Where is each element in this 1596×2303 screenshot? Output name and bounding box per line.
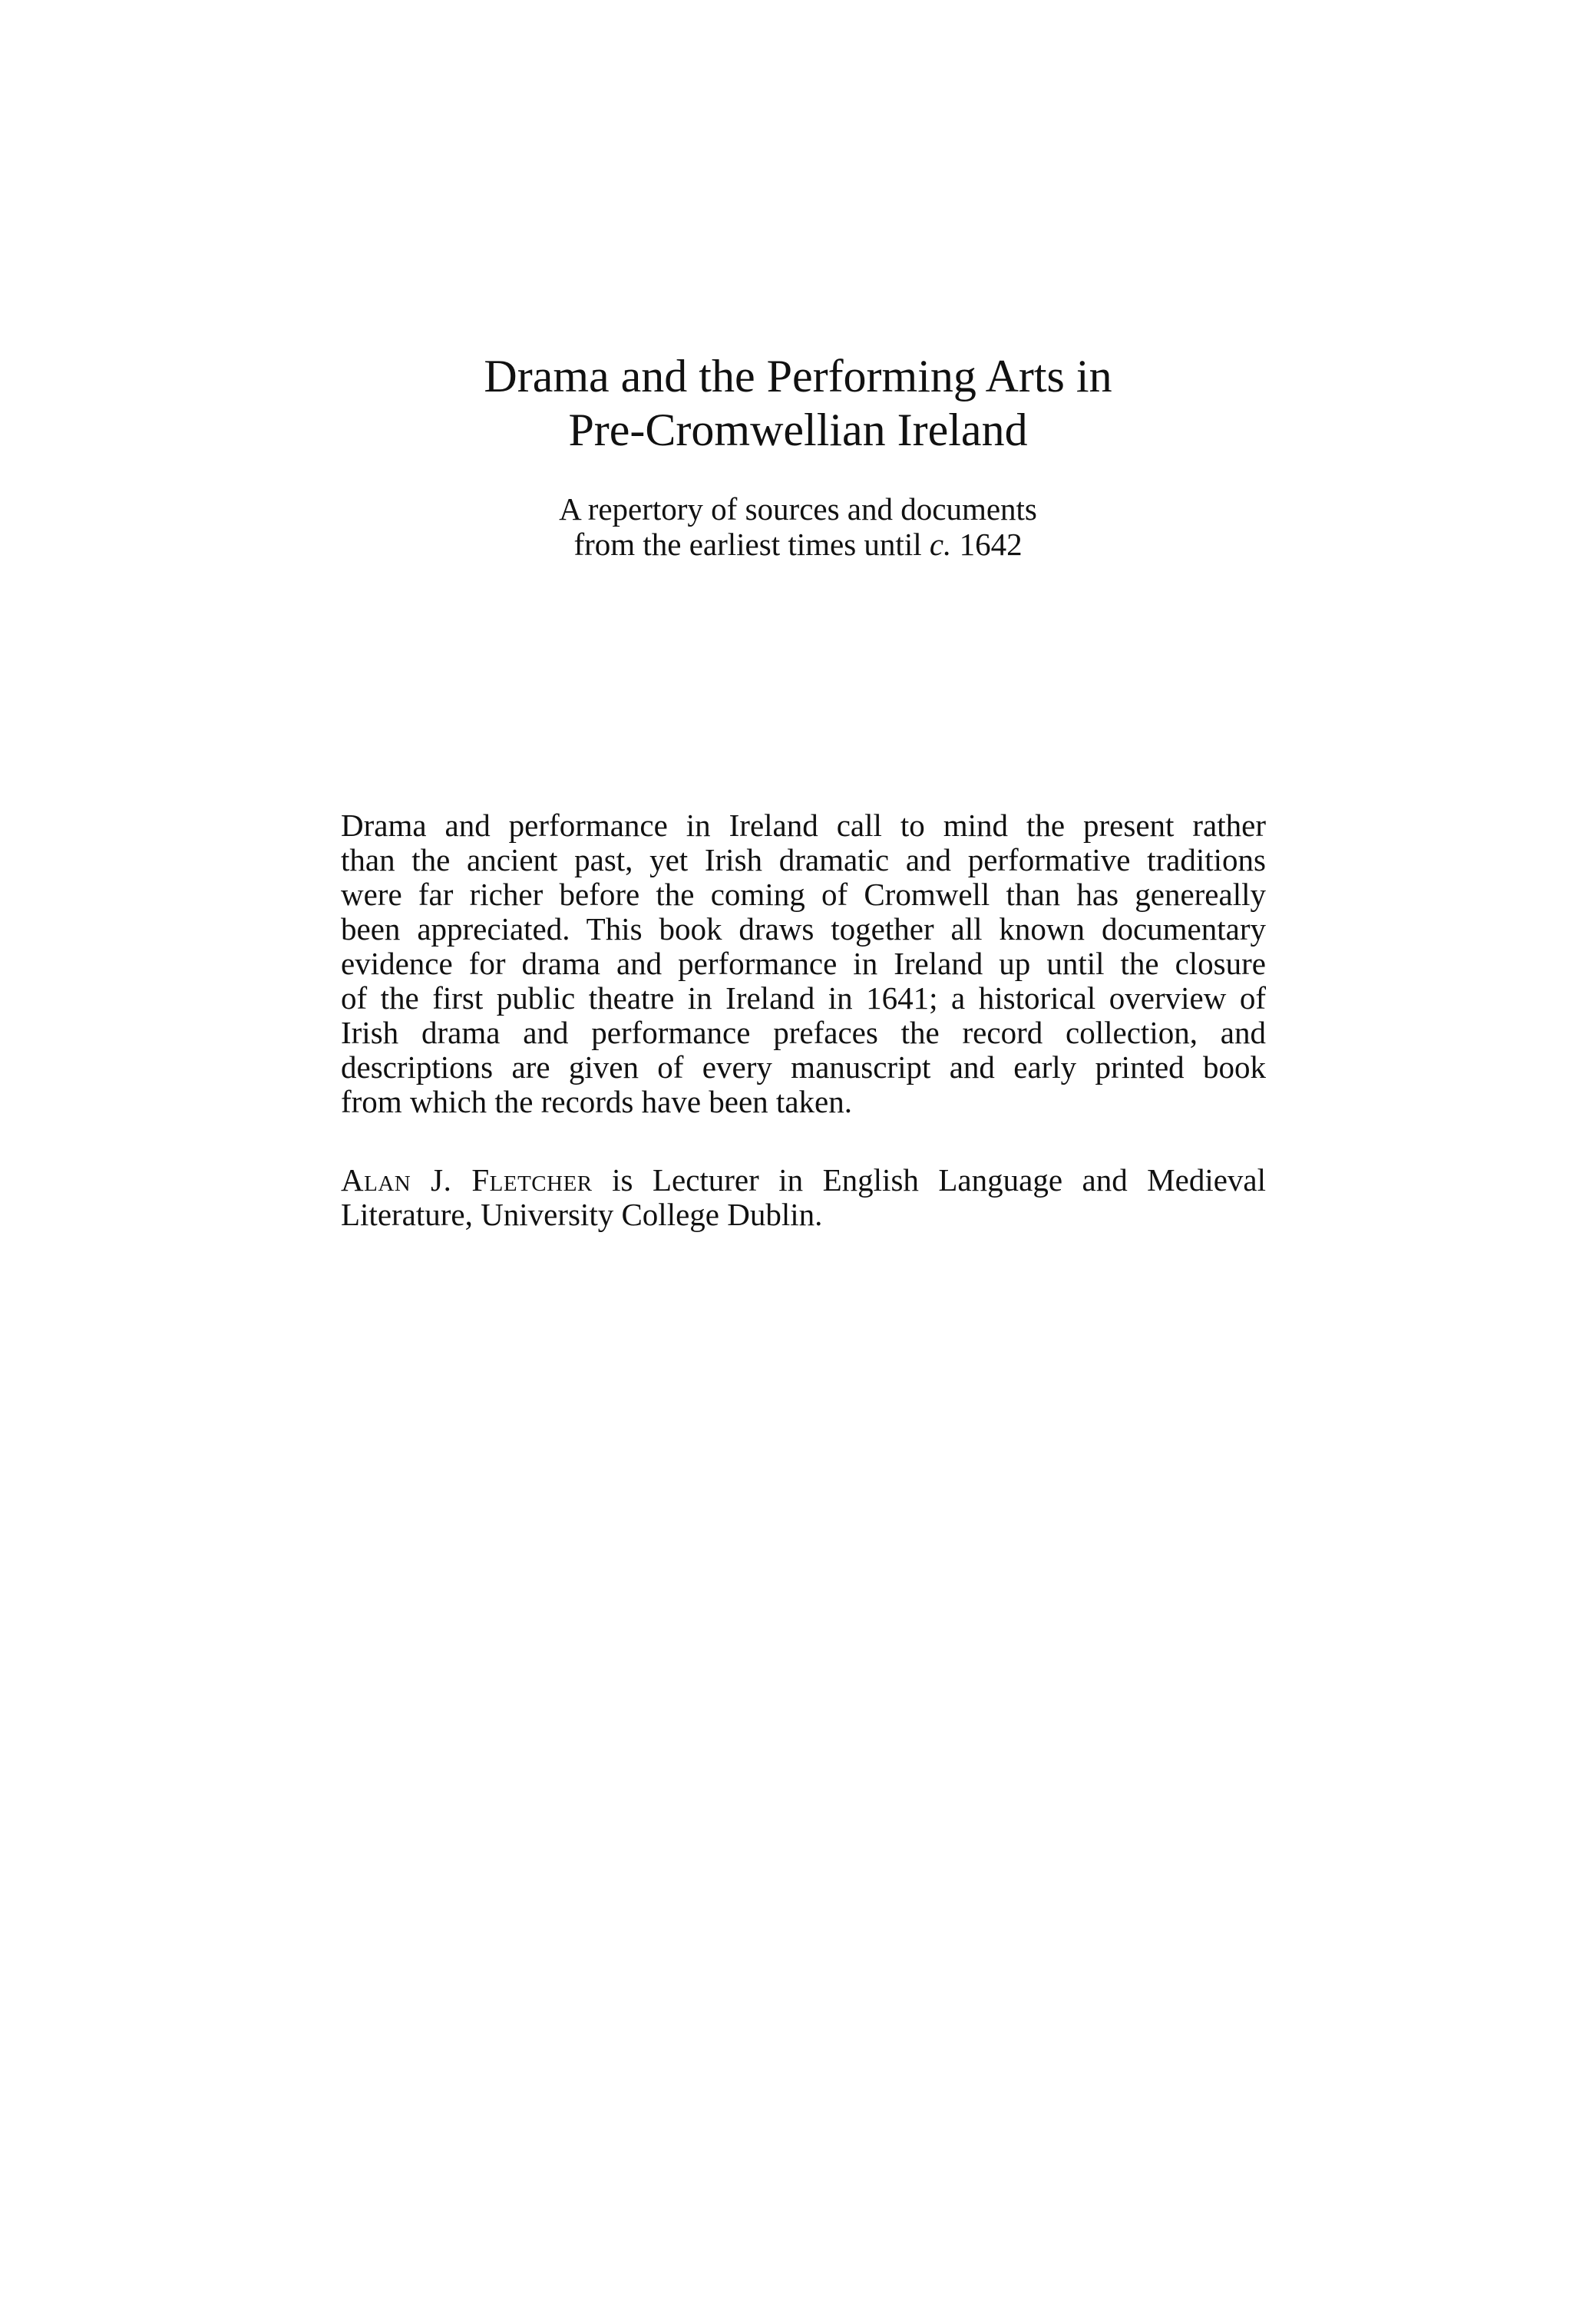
- book-description: [341, 808, 1266, 1119]
- subtitle-prefix: from the earliest times until: [573, 527, 930, 562]
- subtitle-year: 1642: [951, 527, 1023, 562]
- description-line: of the first public theatre in Ireland in 1641; a historical overview of: [341, 980, 1266, 1016]
- book-subtitle-line-1: A repertory of sources and documents: [559, 491, 1037, 527]
- book-title-line-1: Drama and the Performing Arts in: [484, 351, 1112, 401]
- description-line: from which the records have been taken.: [341, 1084, 852, 1119]
- author-bio: [341, 1163, 1266, 1232]
- book-title-line-2: Pre-Cromwellian Ireland: [568, 405, 1028, 455]
- book-subtitle: [0, 491, 1596, 562]
- author-bio-line-2: Literature, University College Dublin.: [341, 1197, 823, 1232]
- subtitle-circa: c.: [929, 527, 952, 562]
- description-line: than the ancient past, yet Irish dramatic and performative traditions: [341, 842, 1266, 877]
- description-line: were far richer before the coming of Cromwell than has genereally: [341, 877, 1266, 912]
- author-name: Alan J. Fletcher: [341, 1162, 593, 1198]
- book-title: [0, 349, 1596, 457]
- description-line: Irish drama and performance prefaces the record collection, and: [341, 1015, 1266, 1050]
- author-bio-line-1: [341, 1163, 1266, 1198]
- description-line: been appreciated. This book draws together all known documentary: [341, 911, 1266, 947]
- description-line: descriptions are given of every manuscript and early printed book: [341, 1049, 1266, 1085]
- author-bio-text: is Lecturer in English Language and Medieval: [592, 1162, 1266, 1198]
- book-subtitle-line-2: [0, 527, 1596, 562]
- description-line: Drama and performance in Ireland call to mind the present rather: [341, 808, 1266, 843]
- description-line: evidence for drama and performance in Ireland up until the closure: [341, 946, 1266, 981]
